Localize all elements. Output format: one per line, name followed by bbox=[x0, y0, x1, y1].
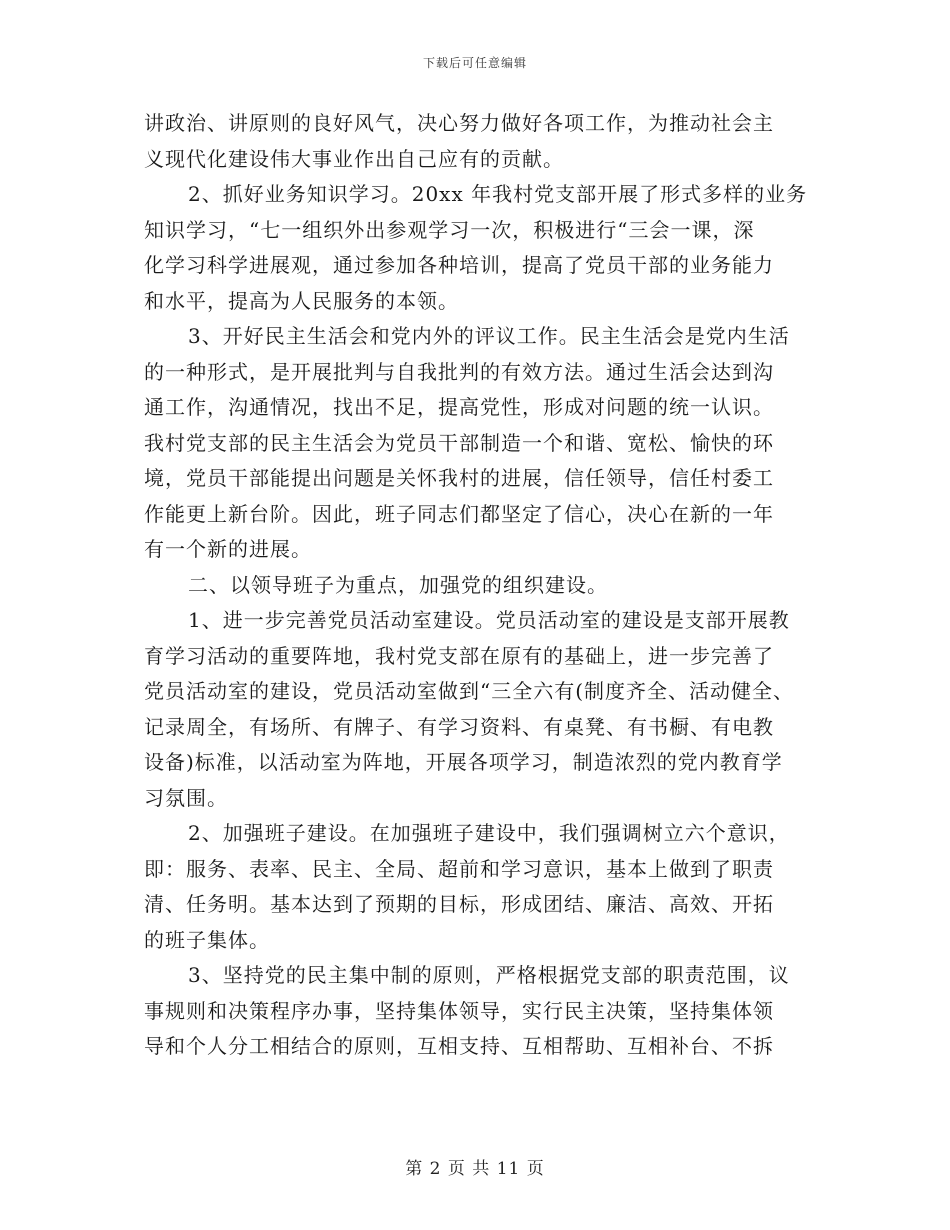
text-line: 导和个人分工相结合的原则，互相支持、互相帮助、互相补台、不拆 bbox=[144, 1034, 774, 1058]
paragraph-start-line: 2、加强班子建设。在加强班子建设中，我们强调树立六个意识， bbox=[188, 821, 790, 845]
text-line: 通工作，沟通情况，找出不足，提高党性，形成对问题的统一认识。 bbox=[144, 395, 774, 419]
text-line: 化学习科学进展观，通过参加各种培训，提高了党员干部的业务能力 bbox=[144, 253, 774, 277]
paragraph-start-line: 1、进一步完善党员活动室建设。党员活动室的建设是支部开展教 bbox=[188, 608, 790, 632]
paragraph-start-line: 3、开好民主生活会和党内外的评议工作。民主生活会是党内生活 bbox=[188, 324, 790, 348]
text-line: 设备)标准，以活动室为阵地，开展各项学习，制造浓烈的党内教育学 bbox=[144, 750, 783, 774]
text-line: 即：服务、表率、民主、全局、超前和学习意识，基本上做到了职责 bbox=[144, 856, 774, 881]
text-line: 有一个新的进展。 bbox=[144, 537, 312, 561]
text-line: 记录周全，有场所、有牌子、有学习资料、有桌凳、有书橱、有电教 bbox=[144, 714, 774, 739]
text-line: 义现代化建设伟大事业作出自己应有的贡献。 bbox=[144, 146, 564, 171]
page-header: 下载后可任意编辑 bbox=[422, 56, 527, 70]
page-footer: 第 2 页 共 11 页 bbox=[405, 1159, 545, 1179]
text-line: 清、任务明。基本达到了预期的目标，形成团结、廉洁、高效、开拓 bbox=[144, 892, 774, 916]
paragraph-start-line: 2、抓好业务知识学习。20xx 年我村党支部开展了形式多样的业务 bbox=[188, 182, 808, 206]
text-line: 讲政治、讲原则的良好风气，决心努力做好各项工作，为推动社会主 bbox=[144, 111, 774, 135]
text-line: 境，党员干部能提出问题是关怀我村的进展，信任领导，信任村委工 bbox=[144, 466, 774, 490]
text-line: 和水平，提高为人民服务的本领。 bbox=[144, 288, 459, 313]
text-line: 育学习活动的重要阵地，我村党支部在原有的基础上，进一步完善了 bbox=[144, 643, 774, 668]
body-text bbox=[144, 106, 824, 1065]
text-line: 习氛围。 bbox=[144, 785, 228, 810]
text-line: 的班子集体。 bbox=[144, 927, 270, 952]
text-line: 事规则和决策程序办事，坚持集体领导，实行民主决策，坚持集体领 bbox=[144, 998, 774, 1023]
text-line: 我村党支部的民主生活会为党员干部制造一个和谐、宽松、愉快的环 bbox=[144, 430, 774, 455]
text-line: 知识学习，“七一组织外出参观学习一次，积极进行“三会一课，深 bbox=[144, 217, 755, 242]
text-line: 党员活动室的建设，党员活动室做到“三全六有(制度齐全、活动健全、 bbox=[144, 679, 795, 703]
text-line: 的一种形式，是开展批判与自我批判的有效方法。通过生活会达到沟 bbox=[144, 359, 774, 384]
section-heading-line: 二、以领导班子为重点，加强党的组织建设。 bbox=[188, 572, 608, 597]
paragraph-start-line: 3、坚持党的民主集中制的原则，严格根据党支部的职责范围，议 bbox=[188, 963, 790, 987]
text-line: 作能更上新台阶。因此，班子同志们都坚定了信心，决心在新的一年 bbox=[144, 501, 774, 526]
